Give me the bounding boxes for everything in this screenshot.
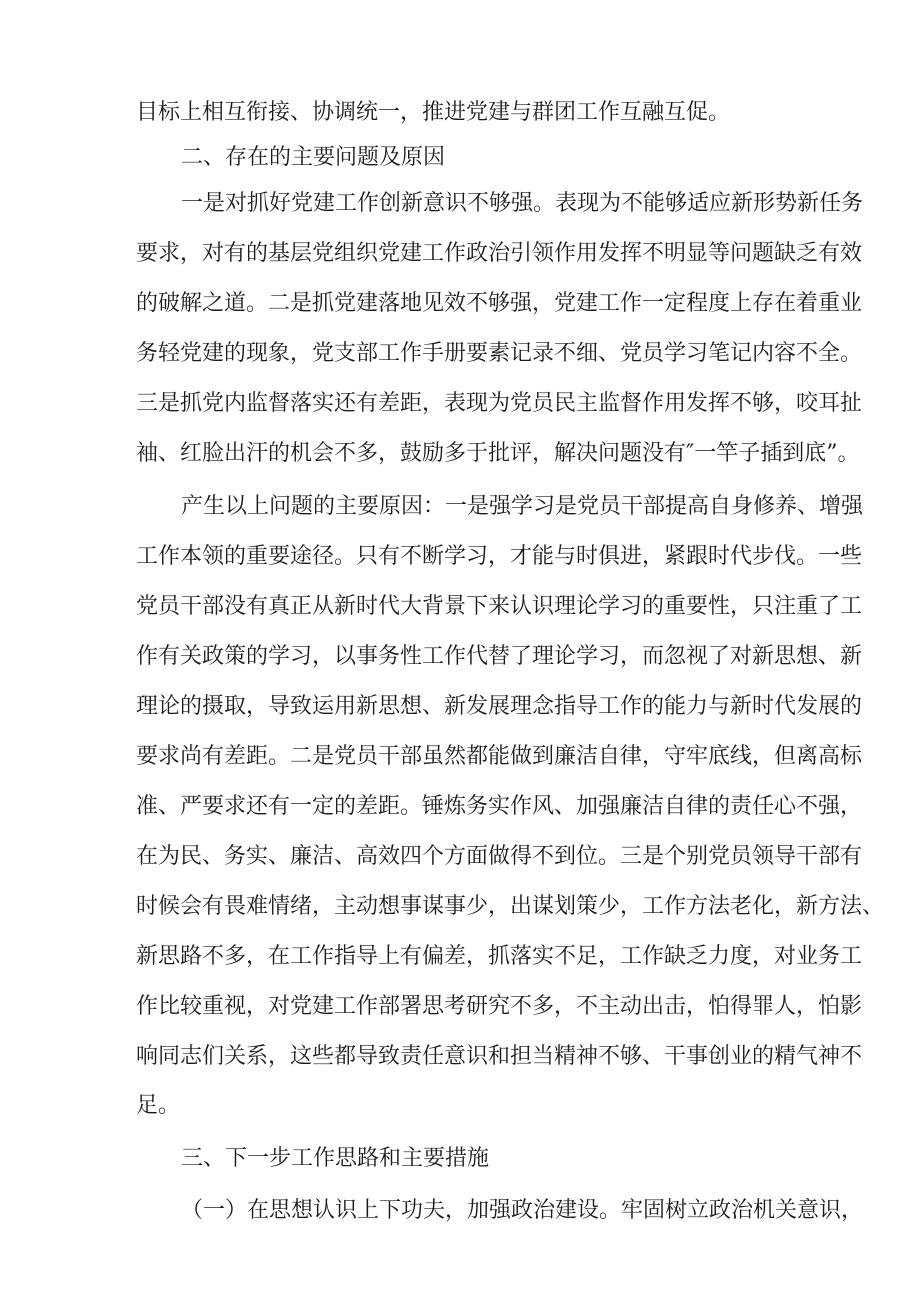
paragraph-line: 作比较重视，对党建工作部署思考研究不多，不主动出击，怕得罪人，怕影 xyxy=(136,994,863,1019)
paragraph-line: 新思路不多，在工作指导上有偏差，抓落实不足，工作缺乏力度，对业务工 xyxy=(136,944,863,969)
paragraph-line: 足。 xyxy=(136,1093,181,1118)
paragraph-line: 响同志们关系，这些都导致责任意识和担当精神不够、干事创业的精气神不 xyxy=(136,1044,863,1069)
paragraph-line: 一是对抓好党建工作创新意识不够强。表现为不能够适应新形势新任务 xyxy=(181,191,864,216)
paragraph-line: 目标上相互衔接、协调统一，推进党建与群团工作互融互促。 xyxy=(136,100,731,125)
paragraph-line: 三是抓党内监督落实还有差距，表现为党员民主监督作用发挥不够，咬耳扯 xyxy=(136,391,863,416)
paragraph-line: 时候会有畏难情绪，主动想事谋事少，出谋划策少，工作方法老化，新方法、 xyxy=(136,894,885,919)
paragraph-line: 理论的摄取，导致运用新思想、新发展理念指导工作的能力与新时代发展的 xyxy=(136,694,863,719)
paragraph-line: 在为民、务实、廉洁、高效四个方面做得不到位。三是个别党员领导干部有 xyxy=(136,844,863,869)
paragraph-line: 要求，对有的基层党组织党建工作政治引领作用发挥不明显等问题缺乏有效 xyxy=(136,241,863,266)
paragraph-line: （一）在思想认识上下功夫，加强政治建设。牢固树立政治机关意识， xyxy=(181,1198,864,1223)
paragraph-line: 袖、红脸出汗的机会不多，鼓励多于批评，解决问题没有″一竿子插到底”。 xyxy=(136,441,860,466)
paragraph-line: 工作本领的重要途径。只有不断学习，才能与时俱进，紧跟时代步伐。一些 xyxy=(136,544,863,569)
paragraph-line: 务轻党建的现象，党支部工作手册要素记录不细、党员学习笔记内容不全。 xyxy=(136,341,863,366)
paragraph-line: 作有关政策的学习，以事务性工作代替了理论学习，而忽视了对新思想、新 xyxy=(136,644,863,669)
paragraph-line: 党员干部没有真正从新时代大背景下来认识理论学习的重要性，只注重了工 xyxy=(136,594,863,619)
paragraph-line: 产生以上问题的主要原因：一是强学习是党员干部提高自身修养、增强 xyxy=(181,494,864,519)
section-heading: 三、下一步工作思路和主要措施 xyxy=(181,1146,490,1171)
paragraph-line: 要求尚有差距。二是党员干部虽然都能做到廉洁自律，守牢底线，但离高标 xyxy=(136,744,863,769)
section-heading: 二、存在的主要问题及原因 xyxy=(181,145,446,170)
paragraph-line: 准、严要求还有一定的差距。锤炼务实作风、加强廉洁自律的责任心不强， xyxy=(136,794,863,819)
paragraph-line: 的破解之道。二是抓党建落地见效不够强，党建工作一定程度上存在着重业 xyxy=(136,291,863,316)
